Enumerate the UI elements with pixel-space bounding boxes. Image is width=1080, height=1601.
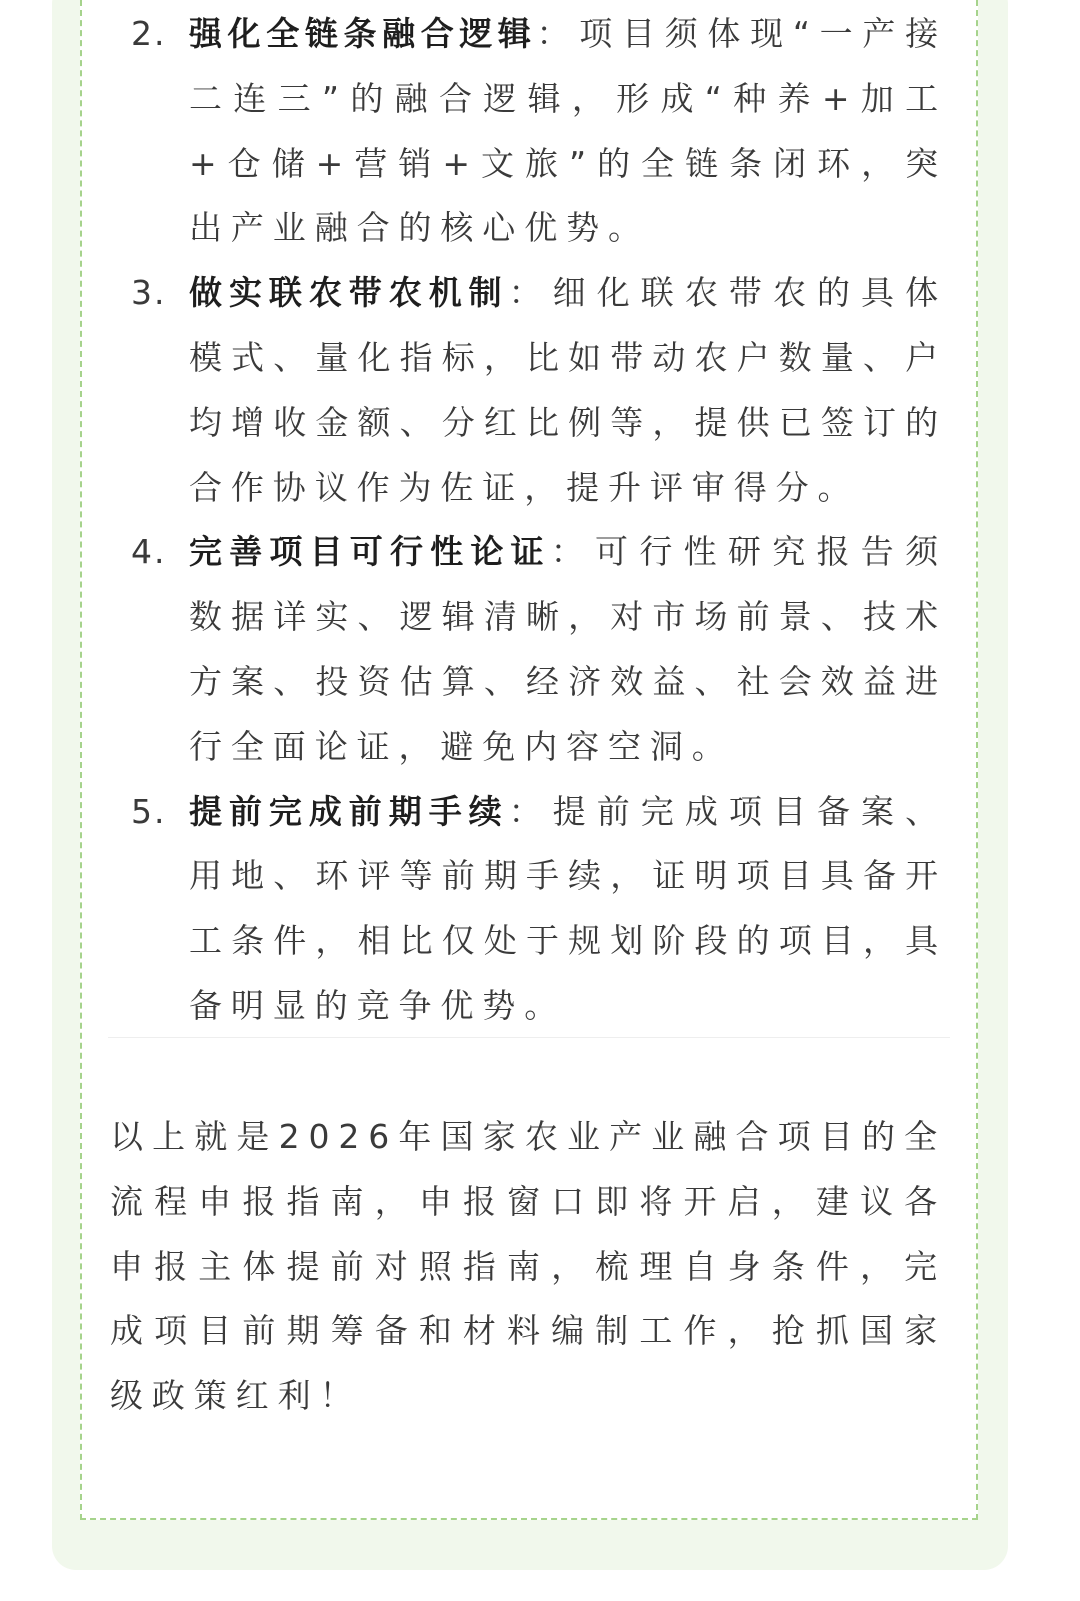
section-divider — [108, 1037, 950, 1038]
tip-item-2 — [131, 2, 947, 261]
tip-number: 2. — [131, 14, 167, 53]
tip-heading: 提前完成前期手续 — [189, 791, 509, 831]
tip-heading: 做实联农带农机制 — [189, 273, 509, 313]
tip-number: 3. — [131, 273, 167, 313]
tip-heading: 完善项目可行性论证 — [189, 532, 551, 572]
tip-body: ：细化联农带农的具体模式、量化指标，比如带动农户数量、户均增收金额、分红比例等，提供已签订的合作协议作为佐证，提升评审得分。 — [189, 273, 947, 507]
tip-number: 5. — [131, 791, 167, 831]
conclusion-paragraph: 以上就是2026年国家农业产业融合项目的全流程申报指南，申报窗口即将开启，建议各申报主体提前对照指南，梳理自身条件，完成项目前期筹备和材料编制工作，抢抓国家级政策红利！ — [110, 1117, 946, 1416]
tip-body: ：可行性研究报告须数据详实、逻辑清晰，对市场前景、技术方案、投资估算、经济效益、社会效益进行全面论证，避免内容空洞。 — [189, 532, 947, 766]
tip-item-5 — [131, 780, 947, 1039]
tip-body: ：提前完成项目备案、用地、环评等前期手续，证明项目具备开工条件，相比仅处于规划阶段的项目，具备明显的竞争优势。 — [189, 791, 947, 1025]
tip-heading: 强化全链条融合逻辑 — [189, 14, 537, 53]
tip-item-3 — [131, 261, 947, 520]
tip-number: 4. — [131, 532, 167, 572]
tip-item-4 — [131, 520, 947, 779]
tips-list — [131, 2, 947, 1039]
tip-body: ：项目须体现“一产接二连三”的融合逻辑，形成“种养+加工+仓储+营销+文旅”的全链条闭环，突出产业融合的核心优势。 — [189, 14, 947, 248]
